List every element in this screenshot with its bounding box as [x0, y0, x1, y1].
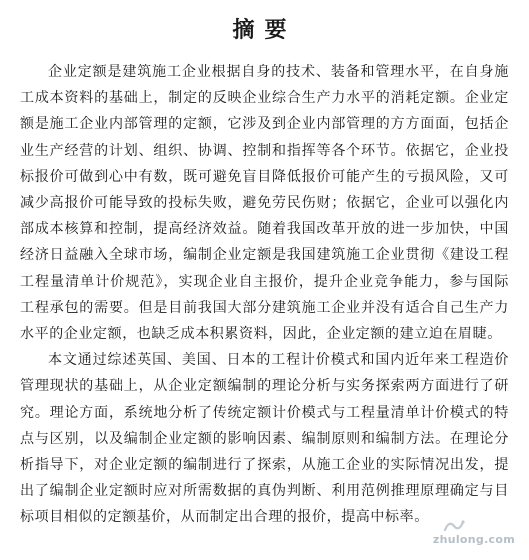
page-title: 摘要	[232, 18, 297, 43]
abstract-paragraph-2: 本文通过综述英国、美国、日本的工程计价模式和国内近年来工程造价管理现状的基础上，从企业定额编制的理论分析与实务探索两方面进行了研究。理论方面，系统地分析了传统定额计价模式与工程量清单计价模式的特点与区别，以及编制企业定额的影响因素、编制原则和编制方法。在理论分析指导下，对企业定额的编制进行了探索，从施工企业的实际情况出发，提出了编制企业定额时应对所需数据的真伪判断、利用范例推理原理确定与目标项目相似的定额基价，从而制定出合理的报价，提高中标率。	[20, 352, 509, 526]
watermark-text: zhulong.com	[432, 533, 515, 546]
zhulong-logo-icon	[443, 518, 465, 534]
watermark	[432, 516, 515, 546]
abstract-paragraph-1: 企业定额是建筑施工企业根据自身的技术、装备和管理水平，在自身施工成本资料的基础上，制定的反映企业综合生产力水平的消耗定额。企业定额是施工企业内部管理的定额，它涉及到企业内部管理的方方面面，包括企业生产经营的计划、组织、协调、控制和指挥等各个环节。依据它，企业投标报价可做到心中有数，既可避免盲目降低报价可能产生的亏损风险，又可减少高报价可能导致的投标失败，避免劳民伤财；依据它，企业可以强化内部成本核算和控制，提高经济效益。随着我国改革开放的进一步加快，中国经济日益融入全球市场，编制企业定额是我国建筑施工企业贯彻《建设工程工程量清单计价规范》，实现企业自主报价，提升企业竞争能力，参与国际工程承包的需要。但是目前我国大部分建筑施工企业并没有适合自己生产力水平的企业定额，也缺乏成本积累资料，因此，企业定额的建立迫在眉睫。	[20, 64, 509, 343]
